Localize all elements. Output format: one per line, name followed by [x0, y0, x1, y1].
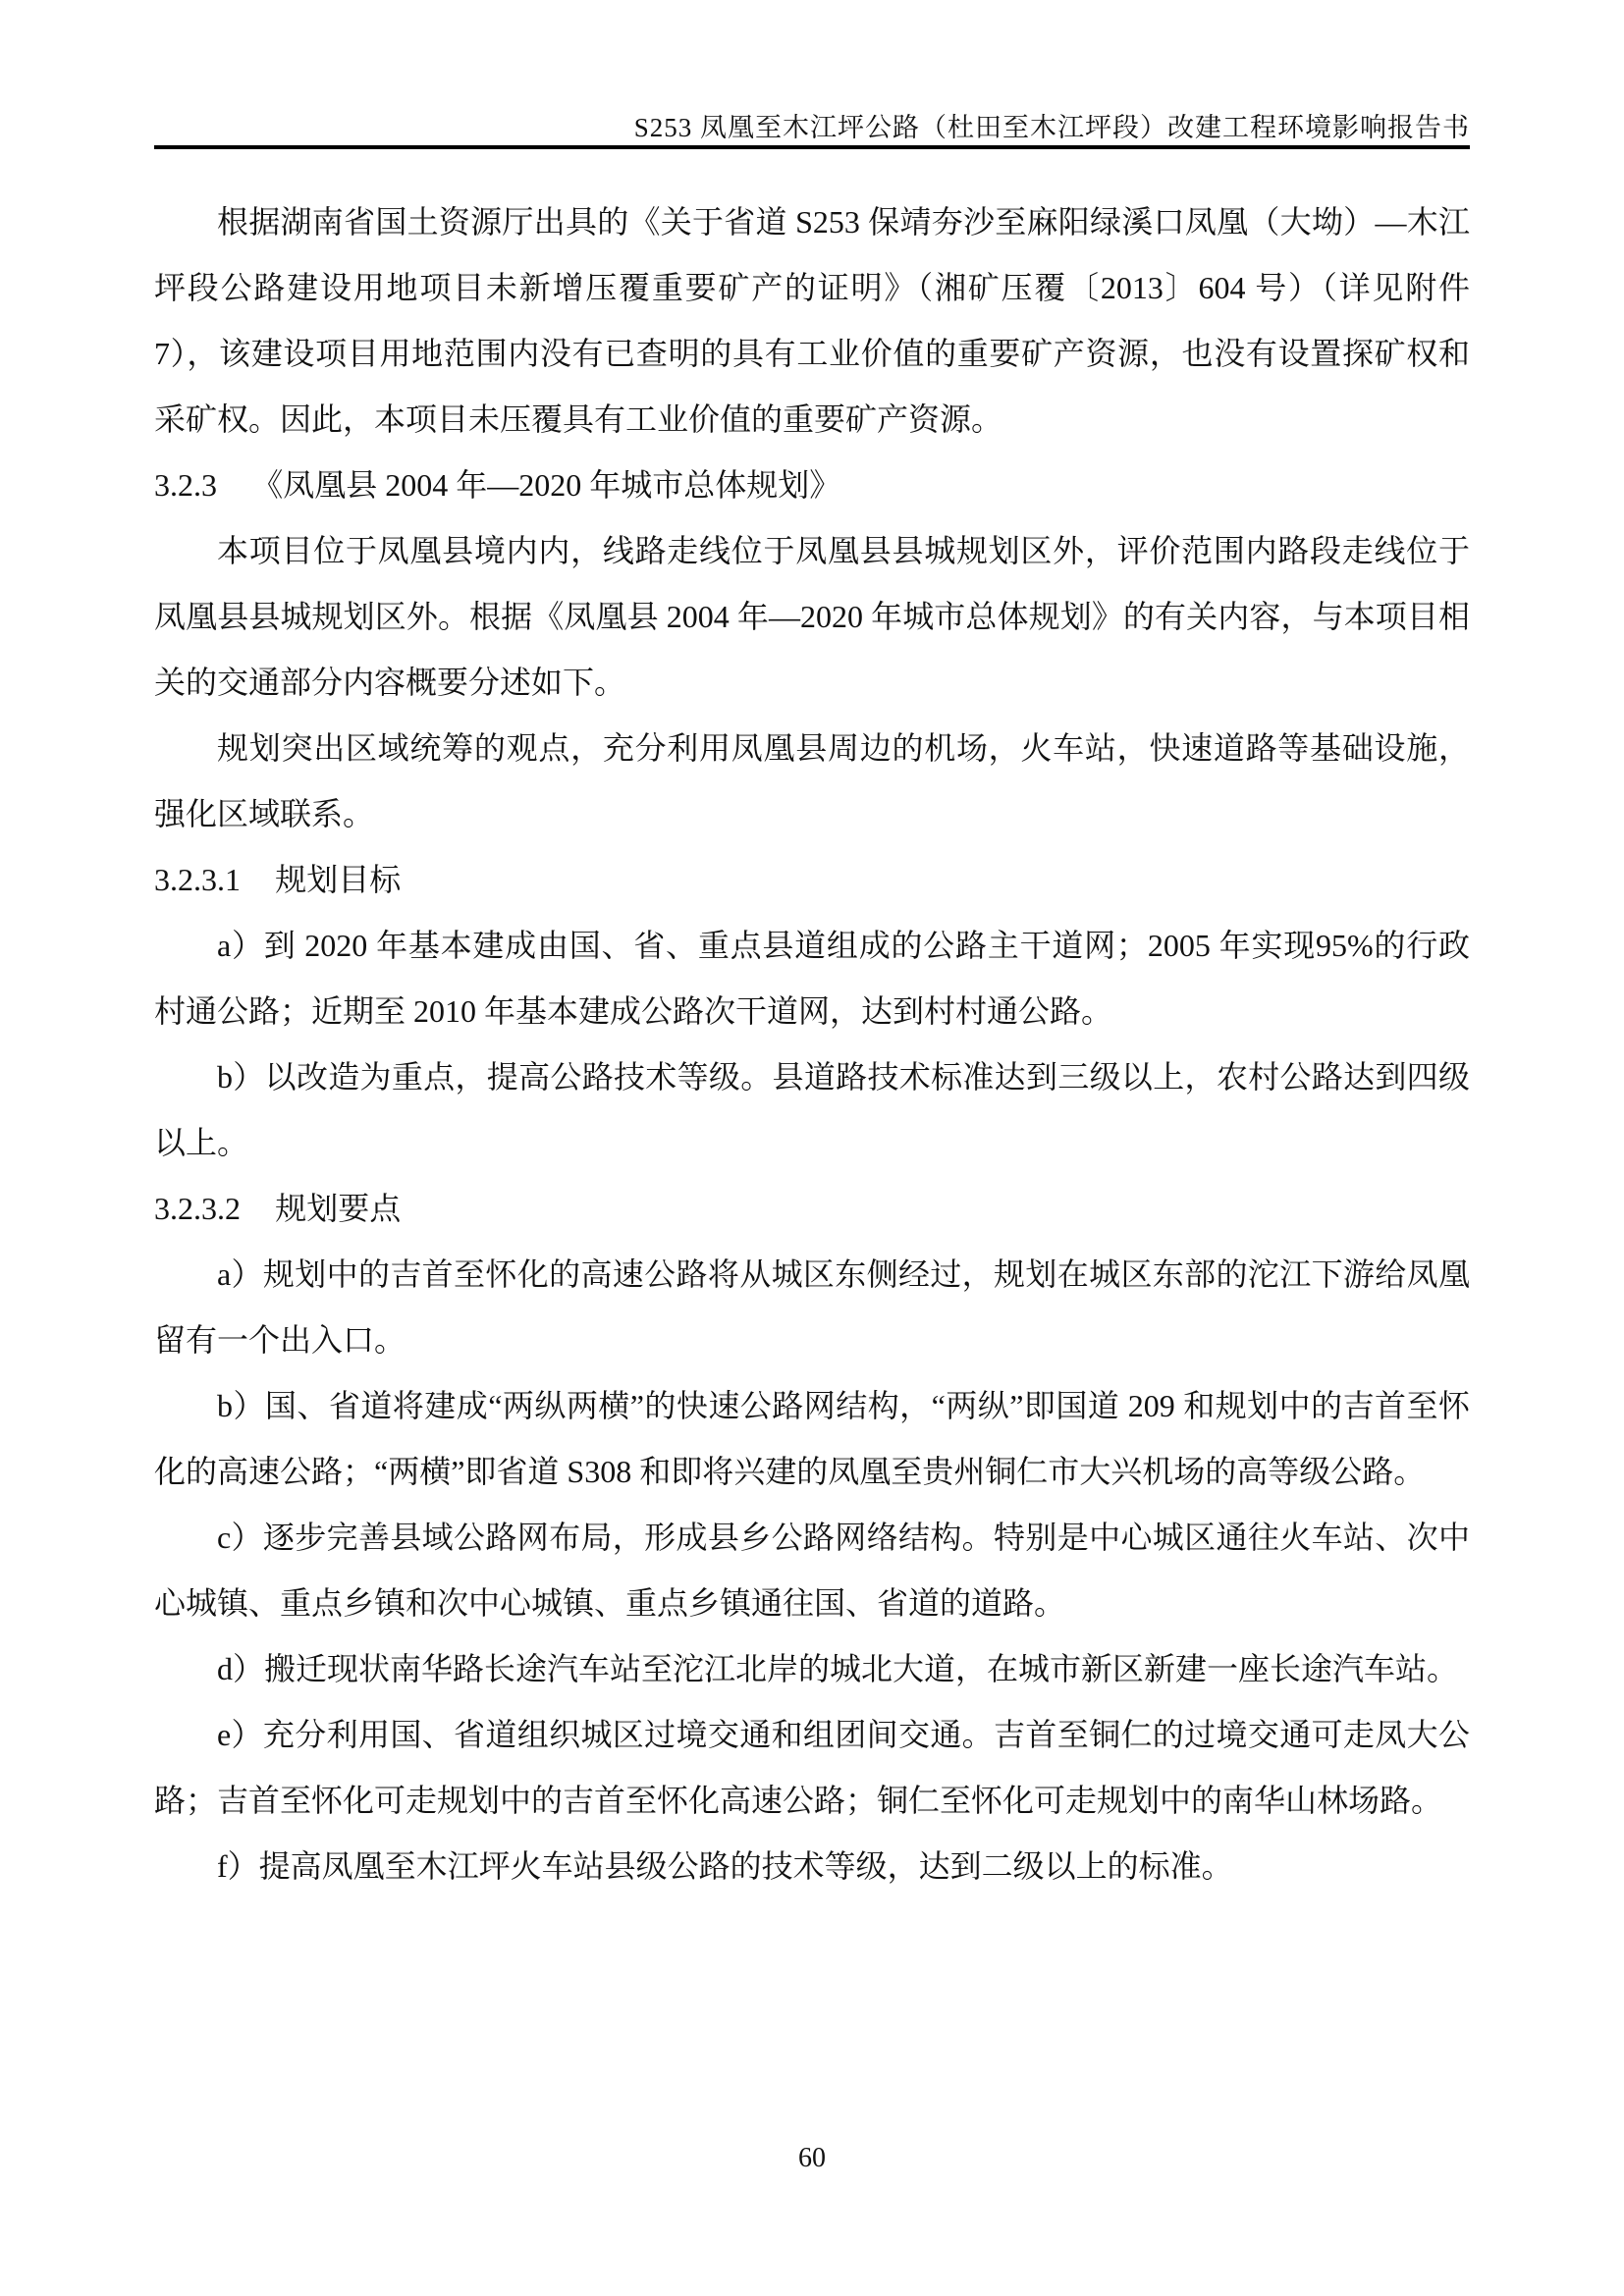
paragraph-point-d: d）搬迁现状南华路长途汽车站至沱江北岸的城北大道，在城市新区新建一座长途汽车站。: [217, 1651, 1459, 1686]
section-title: 规划目标: [275, 862, 402, 897]
paragraph-project-location: 本项目位于凤凰县境内内，线路走线位于凤凰县县城规划区外，评价范围内路段走线位于凤凰县县城规划区外。根据《凤凰县 2004 年—2020 年城市总体规划》的有关内容，与本项目相关的交通部分内容概要分述如下。: [154, 533, 1470, 700]
section-number: 3.2.3.1: [154, 862, 241, 897]
page-header-title: S253 凤凰至木江坪公路（杜田至木江坪段）改建工程环境影响报告书: [633, 113, 1470, 142]
document-body: [154, 189, 1470, 1899]
section-number: 3.2.3: [154, 467, 217, 503]
section-title: 《凤凰县 2004 年—2020 年城市总体规划》: [251, 467, 841, 503]
paragraph-point-c: c）逐步完善县域公路网布局，形成县乡公路网络结构。特别是中心城区通往火车站、次中心城镇、重点乡镇和次中心城镇、重点乡镇通往国、省道的道路。: [154, 1520, 1470, 1621]
paragraph-point-e: e）充分利用国、省道组织城区过境交通和组团间交通。吉首至铜仁的过境交通可走凤大公路；吉首至怀化可走规划中的吉首至怀化高速公路；铜仁至怀化可走规划中的南华山林场路。: [154, 1717, 1470, 1818]
section-title: 规划要点: [275, 1191, 402, 1226]
paragraph-regional-planning: 规划突出区域统筹的观点，充分利用凤凰县周边的机场，火车站，快速道路等基础设施，强化区域联系。: [154, 730, 1470, 831]
paragraph-mineral-certificate: 根据湖南省国土资源厅出具的《关于省道 S253 保靖夯沙至麻阳绿溪口凤凰（大坳）—木江坪段公路建设用地项目未新增压覆重要矿产的证明》（湘矿压覆〔2013〕604 号）（详见附件 7），该建设项目用地范围内没有已查明的具有工业价值的重要矿产资源，也没有设置探矿权和采矿权。因此，本项目未压覆具有工业价值的重要矿产资源。: [154, 204, 1470, 437]
paragraph-goal-b: b）以改造为重点，提高公路技术等级。县道路技术标准达到三级以上，农村公路达到四级以上。: [154, 1059, 1470, 1160]
section-heading-3-2-3-2: [154, 1176, 1470, 1242]
paragraph-point-b: b）国、省道将建成“两纵两横”的快速公路网结构，“两纵”即国道 209 和规划中的吉首至怀化的高速公路；“两横”即省道 S308 和即将兴建的凤凰至贵州铜仁市大兴机场的高等级公路。: [154, 1388, 1470, 1489]
section-heading-3-2-3: [154, 453, 1470, 518]
paragraph-point-a: a）规划中的吉首至怀化的高速公路将从城区东侧经过，规划在城区东部的沱江下游给凤凰留有一个出入口。: [154, 1256, 1470, 1358]
paragraph-goal-a: a）到 2020 年基本建成由国、省、重点县道组成的公路主干道网；2005 年实现95%的行政村通公路；近期至 2010 年基本建成公路次干道网，达到村村通公路。: [154, 928, 1470, 1029]
section-number: 3.2.3.2: [154, 1191, 241, 1226]
header-rule: [154, 145, 1470, 149]
document-page: [154, 0, 1470, 2296]
paragraph-point-f: f）提高凤凰至木江坪火车站县级公路的技术等级，达到二级以上的标准。: [217, 1848, 1233, 1884]
section-heading-3-2-3-1: [154, 847, 1470, 913]
page-number: 60: [798, 2143, 826, 2173]
